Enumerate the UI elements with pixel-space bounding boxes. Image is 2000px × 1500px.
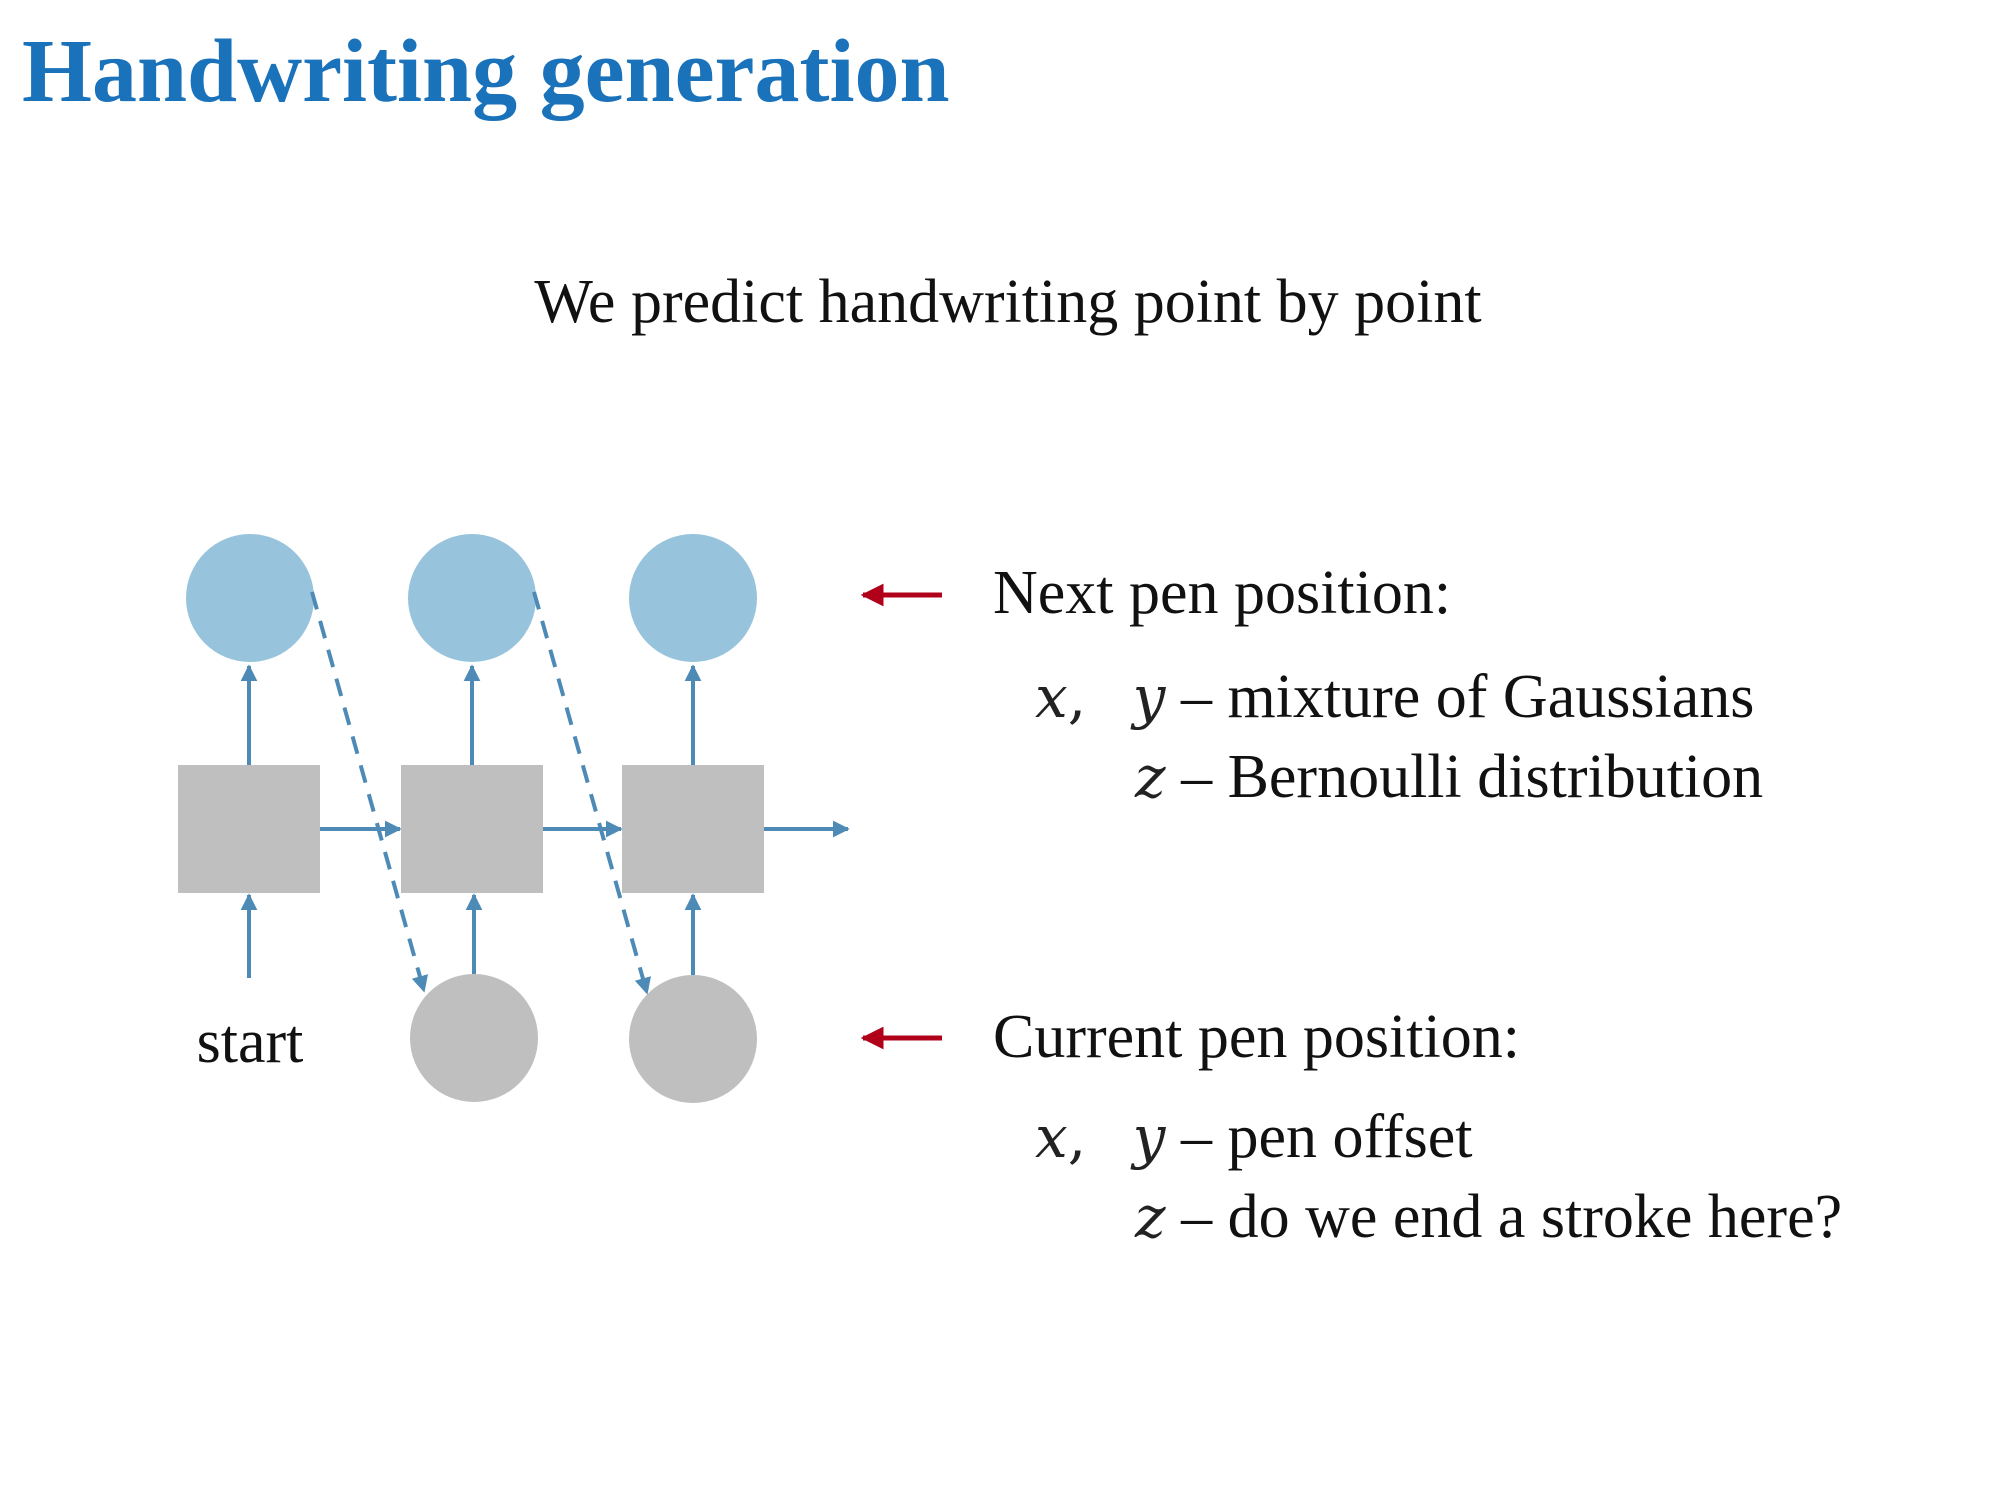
- current-pen-z-line: [1135, 1180, 1842, 1254]
- output-node-3: [629, 534, 757, 662]
- input-node-3: [629, 975, 757, 1103]
- current-pen-heading: Current pen position:: [993, 1003, 1520, 1071]
- current-pen-var-y: y: [1132, 1103, 1166, 1171]
- next-pen-z-text: – Bernoulli distribution: [1181, 743, 1764, 811]
- next-pen-description: [993, 556, 1451, 630]
- next-pen-var-y: y: [1132, 663, 1166, 731]
- next-pen-var-x: x: [1035, 663, 1068, 731]
- hidden-cell-1: [178, 765, 320, 893]
- output-node-1: [186, 534, 314, 662]
- next-pen-z-line: [1135, 740, 1763, 814]
- next-pen-xy-line: [1035, 660, 1754, 734]
- current-pen-xy-text: – pen offset: [1180, 1103, 1473, 1171]
- next-pen-var-comma: ,: [1067, 663, 1087, 731]
- current-pen-var-comma: ,: [1067, 1103, 1087, 1171]
- current-pen-xy-line: [1035, 1100, 1473, 1174]
- current-pen-description: [993, 1000, 1520, 1074]
- next-pen-var-z: z: [1135, 743, 1166, 811]
- slide-title: Handwriting generation: [22, 22, 950, 121]
- next-pen-heading: Next pen position:: [993, 559, 1452, 627]
- current-pen-var-x: x: [1035, 1103, 1068, 1171]
- slide-subtitle: We predict handwriting point by point: [534, 268, 1482, 336]
- input-node-2: [410, 974, 538, 1102]
- output-node-2: [408, 534, 536, 662]
- hidden-cell-3: [622, 765, 764, 893]
- current-pen-var-z: z: [1135, 1183, 1166, 1251]
- next-pen-xy-text: – mixture of Gaussians: [1180, 663, 1755, 731]
- current-pen-z-text: – do we end a stroke here?: [1181, 1183, 1843, 1251]
- start-label: start: [196, 1008, 304, 1076]
- hidden-cell-2: [401, 765, 543, 893]
